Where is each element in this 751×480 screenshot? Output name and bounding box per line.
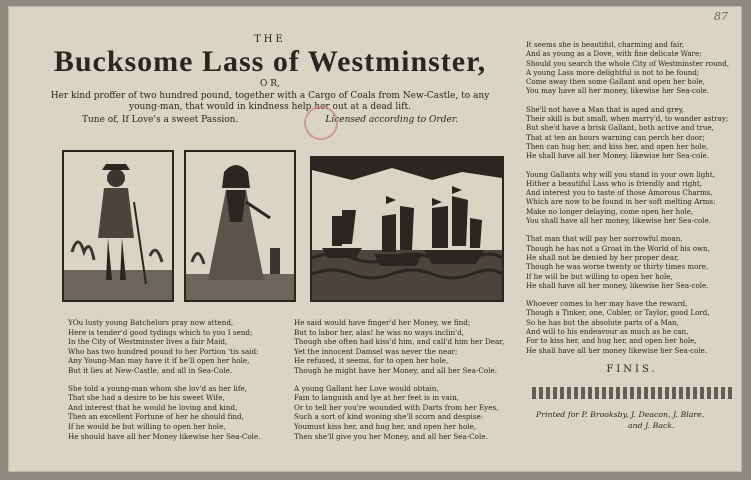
verse-line: She'll not have a Man that is aged and grey,: [526, 104, 685, 114]
verse-line: Such a sort of kind wooing she'll scorn and despise:: [294, 412, 484, 422]
verse-line: Though he was worse twenty or thirty times more,: [526, 262, 709, 272]
verse-line: That she had a desire to be his sweet Wife,: [68, 393, 225, 403]
verse-line: She told a young-man whom she lov'd as her life,: [68, 383, 248, 393]
verse-line: Then she'll give you her Money, and all her Sea-Cole.: [294, 431, 488, 441]
verse-line: It seems she is beautiful, charming and fair,: [526, 40, 685, 49]
library-stamp: [304, 106, 338, 140]
imprint-line: and J. Back.: [628, 420, 675, 430]
finis-mark: FINIS.: [606, 363, 658, 375]
verse-line: Yet the innocent Damsel was never the near;: [294, 346, 458, 356]
stanza: [294, 384, 508, 442]
verse-line: He shall have all her Money, likewise her Sea-cole.: [526, 151, 709, 161]
verse-line: Though a Tinker, one, Cobler, or Taylor, good Lord,: [526, 308, 710, 318]
verse-line: He refused, it seems, for to open her hole,: [294, 356, 449, 366]
verse-line: Whoever comes to her may have the reward,: [526, 299, 688, 309]
verse-line: He shall not be denied by her proper dear,: [526, 252, 680, 262]
verse-line: Which are now to be found in her soft melting Arms:: [526, 197, 716, 207]
stanza: [68, 318, 282, 376]
verse-line: YOu lusty young Batchelors pray now attend,: [68, 318, 234, 327]
printer-imprint: [536, 409, 738, 431]
title-the: THE: [254, 34, 286, 45]
tune-line: [82, 115, 458, 125]
verse-line: If he will be but willing to open her hole,: [526, 271, 673, 281]
verse-line: Then can hug her, and kiss her, and open her hole,: [526, 141, 709, 151]
left-section: [22, 20, 518, 125]
verse-line: Though he might have her Money, and all her Sea-Cole.: [294, 365, 498, 375]
licence-note: Licensed according to Order.: [325, 115, 458, 125]
verse-line: Any Young-Man may have it if he'll open her hole,: [68, 356, 250, 366]
verse-line: And interest you to taste of those Amorous Charms,: [526, 188, 713, 198]
stanza: [526, 40, 738, 96]
stanza: [526, 170, 738, 226]
verse-column-left: [68, 318, 282, 449]
verse-line: So he has but the absolute parts of a Man,: [526, 317, 679, 327]
stanza: [526, 234, 738, 290]
verse-line: If he would be but willing to open her hole,: [68, 421, 226, 431]
verse-line: But to labor her, alas! he was no ways inclin'd,: [294, 327, 464, 337]
verse-line: And as young as a Dove, with fine delicate Ware;: [526, 49, 702, 59]
verse-column-right: [526, 40, 738, 431]
verse-line: For to kiss her, and hug her, and open her hole,: [526, 336, 697, 346]
verse-line: Make no longer delaying, come open her hole,: [526, 206, 694, 216]
verse-line: Youmust kiss her, and hug her, and open her hole,: [294, 421, 477, 431]
verse-line: Though she often had kiss'd him, and call'd him her Dear,: [294, 337, 505, 347]
verse-line: You may have all her money, likewise her Sea-cole.: [526, 86, 709, 96]
verse-line: Then an excellent Fortune of her he should find,: [68, 412, 244, 422]
stanza: [526, 105, 738, 161]
verse-line: Or to tell her you're wounded with Darts from her Eyes,: [294, 402, 499, 412]
verse-line: Hither a beautiful Lass who is friendly and right,: [526, 178, 702, 188]
stanza: [526, 299, 738, 355]
ballad-subtitle: Her kind proffer of two hundred pound, together with a Cargo of Coals from New-Castle, to any young-man, that would in kindness help her out at a dead lift.: [50, 91, 490, 112]
verse-columns: [68, 318, 508, 449]
man-figure-woodcut: [62, 150, 174, 302]
ornament-border: [532, 387, 732, 399]
tune-name: Tune of, If Love's a sweet Passion.: [82, 115, 239, 125]
verse-line: He said would have finger'd her Money, we find;: [294, 318, 471, 327]
verse-line: He shall have all her money likewise her Sea-cole.: [526, 345, 708, 355]
verse-line: Though he has not a Groat in the World of his own,: [526, 243, 710, 253]
ballad-title: Bucksome Lass of Westminster,: [53, 45, 487, 78]
title-or: O R,: [260, 79, 280, 89]
verse-line: But she'd have a brisk Gallant, both active and true,: [526, 123, 714, 133]
verse-line: In the City of Westminster lives a fair Maid,: [68, 337, 228, 347]
verse-line: And interest that he would be loving and kind,: [68, 402, 238, 412]
verse-column-middle: [294, 318, 508, 449]
verse-line: Their skill is but small, when marry'd, to wander astray;: [526, 114, 729, 124]
stanza: [68, 384, 282, 442]
verse-line: Fain to languish and lye at her feet is in vain,: [294, 393, 459, 403]
verse-line: A young Lass more delightful is not to be found;: [526, 67, 700, 77]
verse-line: That at ten an hours warning can perch her door;: [526, 132, 705, 142]
verse-line: Here is tender'd good tydings which to you I send;: [68, 327, 253, 337]
woman-figure-woodcut: [184, 150, 296, 302]
woodcut-illustrations: [62, 150, 502, 306]
verse-line: You shall have all her money, likewise her Sea-cole.: [526, 216, 711, 226]
verse-line: Come away then some Gallant and open her hole,: [526, 77, 705, 87]
imprint-line: Printed for P. Brooksby, J. Deacon, J. Blare,: [536, 409, 705, 419]
verse-line: A young Gallant her Love would obtain,: [294, 383, 439, 393]
verse-line: Should you search the whole City of Westminster round,: [526, 58, 730, 68]
verse-line: Who has two hundred pound to her Portion 'tis said:: [68, 346, 259, 356]
verse-line: But it lies at New-Castle, and all in Sea-Cole.: [68, 365, 233, 375]
broadside-sheet: [8, 6, 742, 472]
verse-line: He shall have all her money, likewise her Sea-cole.: [526, 280, 709, 290]
verse-line: And will to his endeavour as much as he can,: [526, 327, 689, 337]
verse-line: He should have all her Money likewise her Sea-Cole.: [68, 431, 261, 441]
folio-number: 87: [714, 10, 728, 23]
verse-line: Young Gallants why will you stand in your own light,: [526, 169, 715, 179]
verse-line: That man that will pay her sorrowful moan,: [526, 234, 683, 244]
ships-at-sea-woodcut: [310, 156, 504, 302]
stanza: [294, 318, 508, 376]
